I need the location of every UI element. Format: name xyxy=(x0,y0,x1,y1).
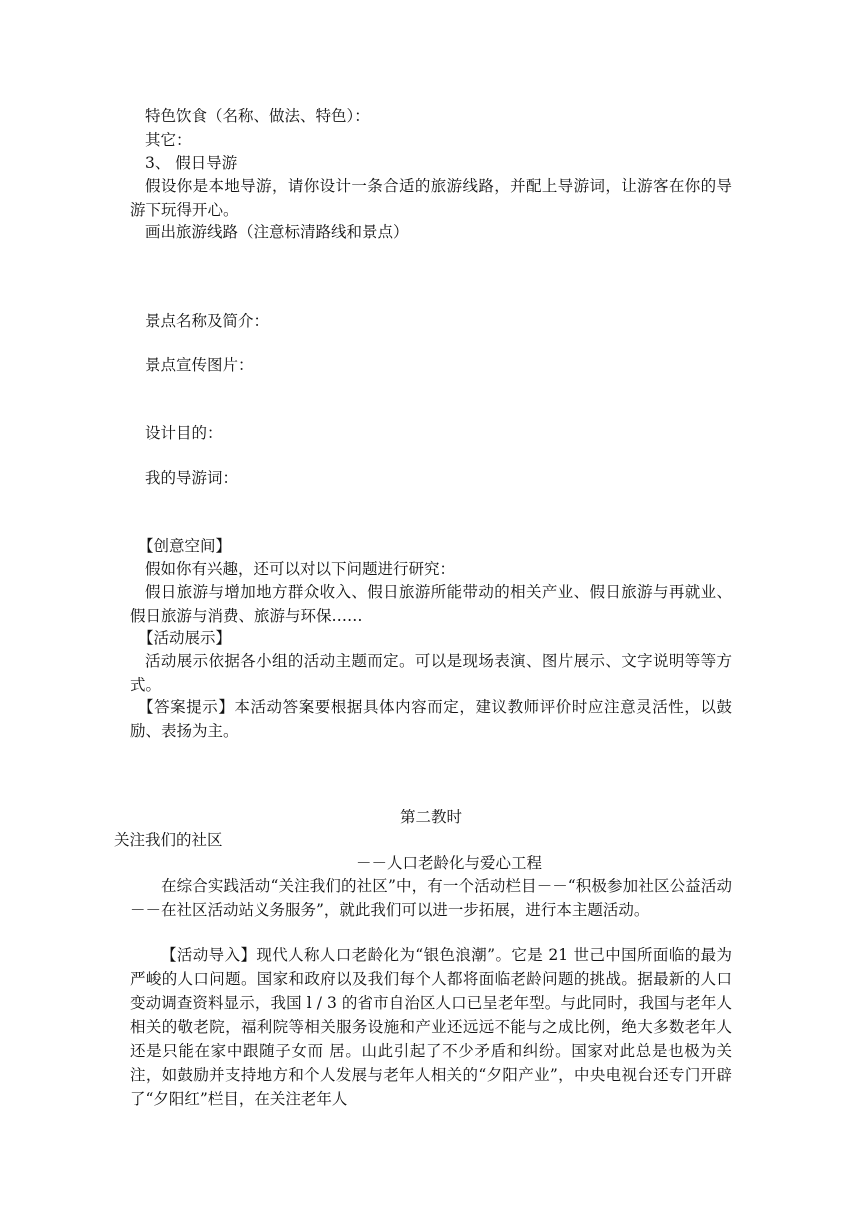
other-line: 其它： xyxy=(145,131,192,149)
section-heading-3: 3、 假日导游 xyxy=(145,154,238,172)
design-purpose-label: 设计目的： xyxy=(145,424,223,442)
activity-show-title: 【活动展示】 xyxy=(138,629,232,647)
spot-pictures-label: 景点宣传图片： xyxy=(145,356,254,374)
food-line: 特色饮食（名称、做法、特色）： xyxy=(145,107,370,125)
creative-line-1: 假如你有兴趣，还可以对以下问题进行研究： xyxy=(145,560,456,578)
guide-words-label: 我的导游词： xyxy=(145,469,239,487)
lesson-subtitle-2: －－人口老龄化与爱心工程 xyxy=(356,854,543,872)
route-prompt: 画出旅游线路（注意标清路线和景点） xyxy=(145,223,409,241)
lesson-paragraph-2: 【活动导入】现代人称人口老龄化为“银色浪潮”。它是 21 世己中国所面临的最为严峻的人口问题。国家和政府以及我们每个人都将面临老龄问题的挑战。据最新的人口变动调查资料显示，我国 l / 3 的省市自治区人口已呈老年型。与此同时，我国与老年人相关的敬老院，福利院等相关服务设施和产业还远远不能与之成比例，绝大多数老年人还是只能在家中跟随子女而 居。山此引起了不少矛盾和纠纷。国家对此总是也极为关注，如鼓励并支持地方和个人发展与老年人相关的“夕阳产业”，中央电视台还专门开辟了“夕阳红”栏目，在关注老年人 xyxy=(130,946,732,1108)
creative-space-title: 【创意空间】 xyxy=(138,537,232,555)
guide-task-paragraph: 假设你是本地导游，请你设计一条合适的旅游线路，并配上导游词，让游客在你的导游下玩得开心。 xyxy=(130,177,732,219)
lesson-title: 第二教时 xyxy=(399,808,462,826)
spot-intro-label: 景点名称及简介： xyxy=(145,312,270,330)
lesson-subtitle: 关注我们的社区 xyxy=(114,831,223,849)
activity-show-text: 活动展示依据各小组的活动主题而定。可以是现场表演、图片展示、文字说明等等方式。 xyxy=(130,652,732,694)
creative-line-2: 假日旅游与增加地方群众收入、假日旅游所能带动的相关产业、假日旅游与再就业、假日旅游与消费、旅游与环保…… xyxy=(130,583,732,625)
answer-hint-text: 【答案提示】本活动答案要根据具体内容而定，建议教师评价时应注意灵活性，以鼓励、表扬为主。 xyxy=(130,698,732,740)
lesson-paragraph-1: 在综合实践活动“关注我们的社区”中，有一个活动栏目－－“积极参加社区公益活动－－在社区活动站义务服务”，就此我们可以进一步拓展，进行本主题活动。 xyxy=(130,877,732,919)
